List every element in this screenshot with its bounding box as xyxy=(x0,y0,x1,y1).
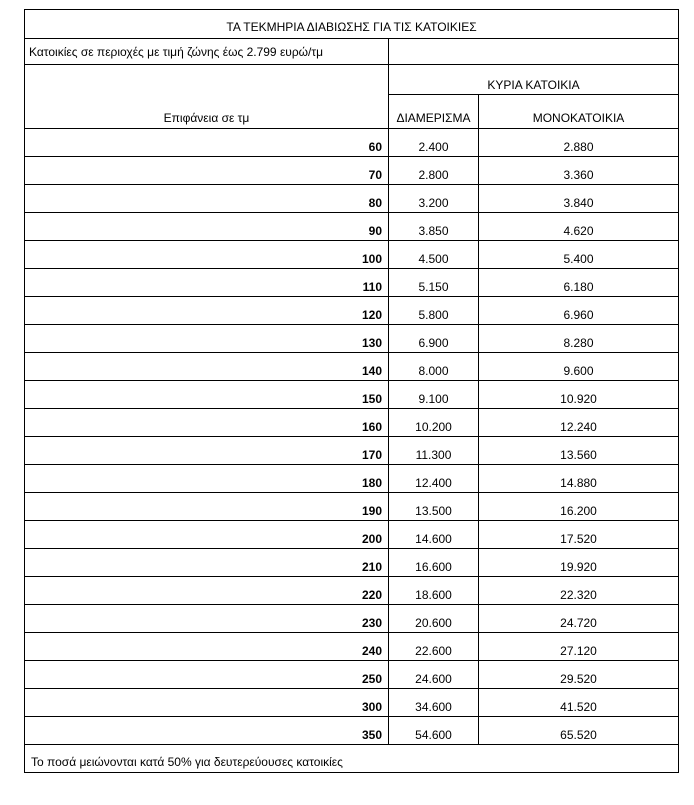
house-value-cell: 3.840 xyxy=(479,185,679,213)
house-value-cell: 5.400 xyxy=(479,241,679,269)
area-cell: 120 xyxy=(25,297,389,325)
table-row xyxy=(25,353,679,381)
house-value-cell: 13.560 xyxy=(479,437,679,465)
table-row xyxy=(25,325,679,353)
table-row xyxy=(25,577,679,605)
table-row xyxy=(25,661,679,689)
house-value-cell: 9.600 xyxy=(479,353,679,381)
house-value-cell: 3.360 xyxy=(479,157,679,185)
area-cell: 110 xyxy=(25,269,389,297)
house-value-cell: 16.200 xyxy=(479,493,679,521)
apartment-value-cell: 16.600 xyxy=(389,549,479,577)
document-page xyxy=(24,9,678,773)
apartment-value-cell: 11.300 xyxy=(389,437,479,465)
apartment-value-cell: 6.900 xyxy=(389,325,479,353)
apartment-value-cell: 12.400 xyxy=(389,465,479,493)
area-cell: 250 xyxy=(25,661,389,689)
area-cell: 240 xyxy=(25,633,389,661)
house-value-cell: 29.520 xyxy=(479,661,679,689)
table-row xyxy=(25,241,679,269)
table-title: ΤΑ ΤΕΚΜΗΡΙΑ ΔΙΑΒΙΩΣΗΣ ΓΙΑ ΤΙΣ ΚΑΤΟΙΚΙΕΣ xyxy=(25,10,679,39)
footnote: Το ποσά μειώνονται κατά 50% για δευτερεύουσες κατοικίες xyxy=(25,745,679,773)
table-row xyxy=(25,689,679,717)
area-cell: 170 xyxy=(25,437,389,465)
house-value-cell: 27.120 xyxy=(479,633,679,661)
living-standards-table xyxy=(24,9,679,773)
area-cell: 210 xyxy=(25,549,389,577)
house-header: ΜΟΝΟΚΑΤΟΙΚΙΑ xyxy=(479,95,679,129)
area-cell: 70 xyxy=(25,157,389,185)
area-cell: 180 xyxy=(25,465,389,493)
house-value-cell: 6.960 xyxy=(479,297,679,325)
apartment-value-cell: 2.400 xyxy=(389,129,479,157)
apartment-value-cell: 54.600 xyxy=(389,717,479,745)
house-value-cell: 17.520 xyxy=(479,521,679,549)
apartment-value-cell: 10.200 xyxy=(389,409,479,437)
house-value-cell: 10.920 xyxy=(479,381,679,409)
house-value-cell: 65.520 xyxy=(479,717,679,745)
house-value-cell: 41.520 xyxy=(479,689,679,717)
note-row xyxy=(25,745,679,773)
table-row xyxy=(25,521,679,549)
area-cell: 350 xyxy=(25,717,389,745)
area-cell: 160 xyxy=(25,409,389,437)
area-cell: 130 xyxy=(25,325,389,353)
apartment-value-cell: 20.600 xyxy=(389,605,479,633)
area-cell: 100 xyxy=(25,241,389,269)
area-cell: 200 xyxy=(25,521,389,549)
table-row xyxy=(25,269,679,297)
apartment-value-cell: 2.800 xyxy=(389,157,479,185)
area-cell: 230 xyxy=(25,605,389,633)
area-cell: 190 xyxy=(25,493,389,521)
table-row xyxy=(25,605,679,633)
apartment-header: ΔΙΑΜΕΡΙΣΜΑ xyxy=(389,95,479,129)
table-row xyxy=(25,157,679,185)
table-row xyxy=(25,549,679,577)
area-cell: 60 xyxy=(25,129,389,157)
apartment-value-cell: 3.200 xyxy=(389,185,479,213)
apartment-value-cell: 5.800 xyxy=(389,297,479,325)
table-row xyxy=(25,297,679,325)
table-row xyxy=(25,129,679,157)
area-cell: 80 xyxy=(25,185,389,213)
table-row xyxy=(25,493,679,521)
apartment-value-cell: 9.100 xyxy=(389,381,479,409)
apartment-value-cell: 4.500 xyxy=(389,241,479,269)
apartment-value-cell: 3.850 xyxy=(389,213,479,241)
group-header-row xyxy=(25,65,679,95)
area-cell: 220 xyxy=(25,577,389,605)
subtitle-row xyxy=(25,39,679,65)
apartment-value-cell: 18.600 xyxy=(389,577,479,605)
apartment-value-cell: 24.600 xyxy=(389,661,479,689)
apartment-value-cell: 13.500 xyxy=(389,493,479,521)
house-value-cell: 19.920 xyxy=(479,549,679,577)
table-row xyxy=(25,437,679,465)
area-cell: 90 xyxy=(25,213,389,241)
apartment-value-cell: 5.150 xyxy=(389,269,479,297)
table-row xyxy=(25,185,679,213)
house-value-cell: 12.240 xyxy=(479,409,679,437)
house-value-cell: 22.320 xyxy=(479,577,679,605)
table-subtitle: Κατοικίες σε περιοχές με τιμή ζώνης έως 2.799 ευρώ/τμ xyxy=(25,39,389,65)
table-row xyxy=(25,409,679,437)
apartment-value-cell: 34.600 xyxy=(389,689,479,717)
house-value-cell: 8.280 xyxy=(479,325,679,353)
apartment-value-cell: 14.600 xyxy=(389,521,479,549)
table-row xyxy=(25,465,679,493)
house-value-cell: 4.620 xyxy=(479,213,679,241)
table-row xyxy=(25,381,679,409)
table-row xyxy=(25,213,679,241)
apartment-value-cell: 8.000 xyxy=(389,353,479,381)
area-header: Επιφάνεια σε τμ xyxy=(25,65,389,129)
table-row xyxy=(25,717,679,745)
subtitle-blank-cell xyxy=(389,39,679,65)
house-value-cell: 14.880 xyxy=(479,465,679,493)
house-value-cell: 2.880 xyxy=(479,129,679,157)
house-value-cell: 24.720 xyxy=(479,605,679,633)
table-row xyxy=(25,633,679,661)
area-cell: 140 xyxy=(25,353,389,381)
title-row xyxy=(25,10,679,39)
main-residence-header: ΚΥΡΙΑ ΚΑΤΟΙΚΙΑ xyxy=(389,65,679,95)
apartment-value-cell: 22.600 xyxy=(389,633,479,661)
area-cell: 300 xyxy=(25,689,389,717)
area-cell: 150 xyxy=(25,381,389,409)
house-value-cell: 6.180 xyxy=(479,269,679,297)
